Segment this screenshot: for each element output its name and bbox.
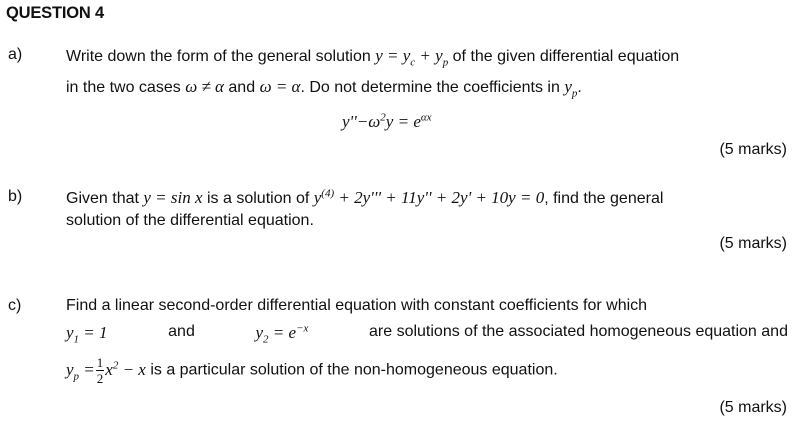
part-a-line-2 (66, 77, 582, 100)
part-c-y2: $y_2 = e^{-x}$ (255, 322, 309, 346)
part-c-line-2 (66, 322, 788, 346)
part-c-polynomial: $x^2 - x$ (105, 359, 146, 379)
part-b-line-1-text-end: , find the general (544, 190, 664, 207)
part-a-yp: $y_p$ (564, 77, 578, 100)
part-b-marks: (5 marks) (719, 235, 787, 252)
part-a-line-1-text-start: Write down the form of the general solution (66, 48, 371, 65)
part-a-case-1: ω ≠ α (185, 77, 224, 96)
part-c-line-3-text: is a particular solution of the non-homogeneous equation. (150, 361, 558, 379)
part-a-marks: (5 marks) (719, 141, 787, 158)
part-c-fraction: $\frac{1}{2}$ (96, 355, 104, 386)
part-a-general-solution: $y = y_c + y_p$ (375, 46, 449, 69)
part-c-yp: $y_p$ = (66, 359, 95, 383)
part-c-line-1: Find a linear second-order differential equation with constant coefficients for which (66, 297, 648, 314)
part-a-and: and (228, 79, 256, 96)
part-c-line-3 (66, 356, 558, 385)
part-a-line-1 (66, 46, 680, 69)
question-heading: QUESTION 4 (6, 4, 104, 22)
part-b-ode: $y^{(4)} + 2y''' + 11y'' + 2y' + 10y = 0$ (313, 187, 545, 207)
part-c-marks: (5 marks) (719, 399, 787, 416)
part-a-line-2-text-end: . Do not determine the coefficients in (300, 79, 560, 96)
part-c-y1: $y_1 = 1$ (66, 323, 108, 346)
part-c-and: and (168, 323, 195, 340)
part-b-label: b) (8, 188, 23, 205)
part-b-line-1 (66, 188, 663, 208)
part-a-label: a) (8, 46, 23, 63)
part-b-line-1-text-mid: is a solution of (207, 190, 310, 207)
part-a-equation: $y''-\omega^2y = e^{\alpha x}$ (342, 111, 432, 131)
part-b-line-2: solution of the differential equation. (66, 212, 314, 229)
part-b-line-1-text-start: Given that (66, 190, 139, 207)
part-c-label: c) (8, 297, 22, 314)
part-a-case-2: ω = α (259, 77, 301, 96)
part-c-line-2-text: are solutions of the associated homogeneous equation and (369, 323, 788, 340)
part-a-period: . (577, 79, 582, 96)
part-b-given-solution: y = sin x (143, 188, 203, 207)
part-a-line-2-text-start: in the two cases (66, 79, 181, 96)
part-a-line-1-text-end: of the given differential equation (452, 48, 680, 65)
